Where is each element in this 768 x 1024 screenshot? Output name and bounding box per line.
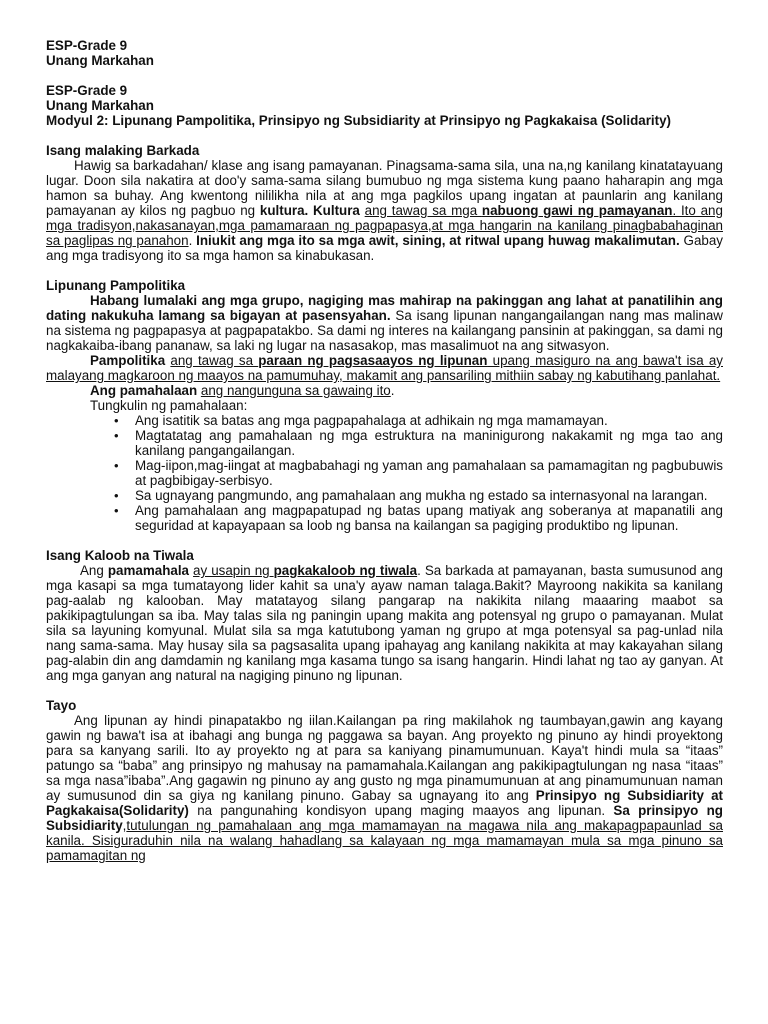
text-run: . [390, 383, 395, 398]
section-isang-malaking-barkada [46, 143, 723, 263]
underlined-text: . Ito ang mga tradisyon,nakasanayan,mga pamamaraan ng pagpapasya,at mga hangarin na kanilang pinagbabahaginan sa paglipas ng panahon [46, 203, 723, 248]
text-run: Hawig sa barkadahan/ klase ang isang pamayanan. Pinagsama-sama sila, una na,ng kanilang kinatatayuang lugar. Doon sila nakatira at doo'y sama-sama silang bumubuo ng mga sistema kung paano haharapin ang mga hamon sa buhay. Ang kwentong nililikha nila at ang mga pagkilos upang ingatan at paunlarin ang kanilang pamayanan ay kilos ng pagbuo ng [46, 158, 723, 218]
bold-text: kultura. [259, 203, 309, 218]
module-title: Modyul 2: Lipunang Pampolitika, Prinsipyo ng Subsidiarity at Prinsipyo ng Pagkakaisa (Solidarity) [46, 113, 672, 128]
title-grade: ESP-Grade 9 [46, 83, 128, 98]
list-item: • Ang pamahalaan ang magpapatupad ng batas upang matiyak ang soberanya at mapanatili ang seguridad at kapayapaan sa loob ng bansa na kailangan sa pagiging produktibo ng lipunan. [135, 503, 723, 533]
section-tayo [46, 698, 723, 863]
text-run: Sa isang lipunan nangangailangan nang mas malinaw na sistema ng pagpapasya at pagpapatakbo. Sa dami ng interes na kailangang pansinin at pakinggan, sa dami ng nagkakaiba-ibang pananaw, sa laki ng lugar na nasasakop, mas masalimuot na ang sitwasyon. [46, 308, 723, 353]
section-paragraph [46, 383, 723, 398]
document-header [46, 38, 723, 68]
section-paragraph: Tungkulin ng pamahalaan: [90, 398, 248, 413]
list-item: • Sa ugnayang pangmundo, ang pamahalaan ang mukha ng estado sa internasyonal na larangan. [135, 488, 723, 503]
text-run: . [188, 233, 197, 248]
section-isang-kaloob-na-tiwala [46, 548, 723, 683]
bullet-list [46, 413, 723, 533]
header-grade: ESP-Grade 9 [46, 38, 128, 53]
underlined-text: ay usapin ng [193, 563, 274, 578]
text-run: Ang [80, 563, 108, 578]
bold-text: Iniukit ang mga ito sa mga awit, sining, at ritwal upang huwag makalimutan. [196, 233, 680, 248]
underlined-text: ang nangunguna sa gawaing ito [200, 383, 391, 398]
header-quarter: Unang Markahan [46, 53, 154, 68]
section-paragraph [46, 713, 723, 863]
bold-text: Habang lumalaki ang mga grupo, nagiging mas mahirap na pakinggan ang lahat at panatilihin ang dating nakukuha lamang sa bigayan at pasensyahan. [46, 293, 723, 323]
bold-text: Pampolitika [90, 353, 166, 368]
underlined-text: tutulungan ng pamahalaan ang mga mamamayan na magawa nila ang makapagpapaunlad sa kanila. Sisiguraduhin nila na walang hahadlang sa kalayaan ng mga mamamayan mula sa mga pinuno sa pamamagitan ng [46, 818, 723, 863]
bold-underlined-text: paraan ng pagsasaayos ng lipunan [258, 353, 488, 368]
list-item: • Ang isatitik sa batas ang mga pagpapahalaga at adhikain ng mga mamamayan. [135, 413, 723, 428]
bold-text: Sa prinsipyo ng Subsidiarity [46, 803, 723, 833]
text-run: na pangunahing kondisyon upang maging maayos ang lipunan. [188, 803, 614, 818]
section-heading: Isang Kaloob na Tiwala [46, 548, 194, 563]
text-run: Ang lipunan ay hindi pinapatakbo ng iilan.Kailangan pa ring makilahok ng taumbayan,gawin ang kayang gawin ng bawa't isa at ibahagi ang bunga ng paggawa sa bayan. Ang proyekto ng pinuno ay hindi proyektong para sa kanyang sarili. Ito ay proyekto ng at para sa kaniyang pinamumunuan. Kaya't hindi mula sa “itaas” patungo sa “baba” ang prinsipyo ng mahusay na pamamahala.Kailangan ang pakikipagtulungan ng nasa “itaas” sa mga nasa”ibaba”.Ang gagawin ng pinuno ay ang gusto ng mga pinamumunuan at ang pinamumunuan naman ay sumusunod din sa giya ng kanilang pinuno. Gabay sa ugnayang ito ang [46, 713, 723, 803]
underlined-text: ang tawag sa mga [364, 203, 482, 218]
section-paragraph [46, 158, 723, 263]
underlined-text: ang tawag sa [170, 353, 259, 368]
section-paragraph [46, 353, 723, 383]
title-quarter: Unang Markahan [46, 98, 154, 113]
underlined-text: upang masiguro na ang bawa't isa ay malayang magkaroon ng maayos na pamumuhay, makamit ang pansariling mithiin sabay ng kabutihang panlahat. [46, 353, 723, 383]
title-block [46, 83, 723, 128]
bold-underlined-text: pagkakaloob ng tiwala [273, 563, 418, 578]
bold-text: pamamahala [107, 563, 189, 578]
section-lipunang-pampolitika [46, 278, 723, 533]
bold-underlined-text: nabuong gawi ng pamayanan [481, 203, 673, 218]
section-paragraph [46, 293, 723, 353]
section-heading: Tayo [46, 698, 77, 713]
list-item: • Magtatatag ang pamahalaan ng mga estruktura na maninigurong nakakamit ng mga tao ang kanilang pangangailangan. [135, 428, 723, 458]
section-heading: Isang malaking Barkada [46, 143, 200, 158]
text-run: , [122, 818, 127, 833]
text-run: Gabay ang mga tradisyong ito sa mga hamon sa kinabukasan. [46, 233, 723, 263]
section-heading: Lipunang Pampolitika [46, 278, 186, 293]
bold-text: Ang pamahalaan [90, 383, 198, 398]
bold-text: Prinsipyo ng Subsidiarity at Pagkakaisa(Solidarity) [46, 788, 723, 818]
bold-text: Kultura [313, 203, 360, 218]
text-run: . Sa barkada at pamayanan, basta sumusunod ang mga kasapi sa mga tumatayong lider kahit sa una'y ayaw naman talaga.Bakit? Mayroong nakikita sa kanilang pag-aalab ng kalooban. May matatayog silang pangarap na nakikita nilang maaaring maabot sa pakikipagtulungan sa iba. May talas sila ng paningin upang makita ang potensyal ng grupo o pamayanan. Mulat sila sa layuning komyunal. Mulat sila sa mga katutubong yaman ng grupo at mga potensyal sa pag-unlad nila nang sama-sama. May husay sila sa pagsasalita upang ipahayag ang kanilang nakikita at may kakayahan silang pag-alabin din ang damdamin ng kanilang mga kasama tungo sa isang hangarin. Hindi lahat ng tao ay ganyan. At ang mga ganyan ang natural na nagiging pinuno ng lipunan. [46, 563, 723, 683]
list-item: • Mag-iipon,mag-iingat at magbabahagi ng yaman ang pamahalaan sa pamamagitan ng pagbubuwis at pagbibigay-serbisyo. [135, 458, 723, 488]
section-paragraph [46, 563, 723, 683]
